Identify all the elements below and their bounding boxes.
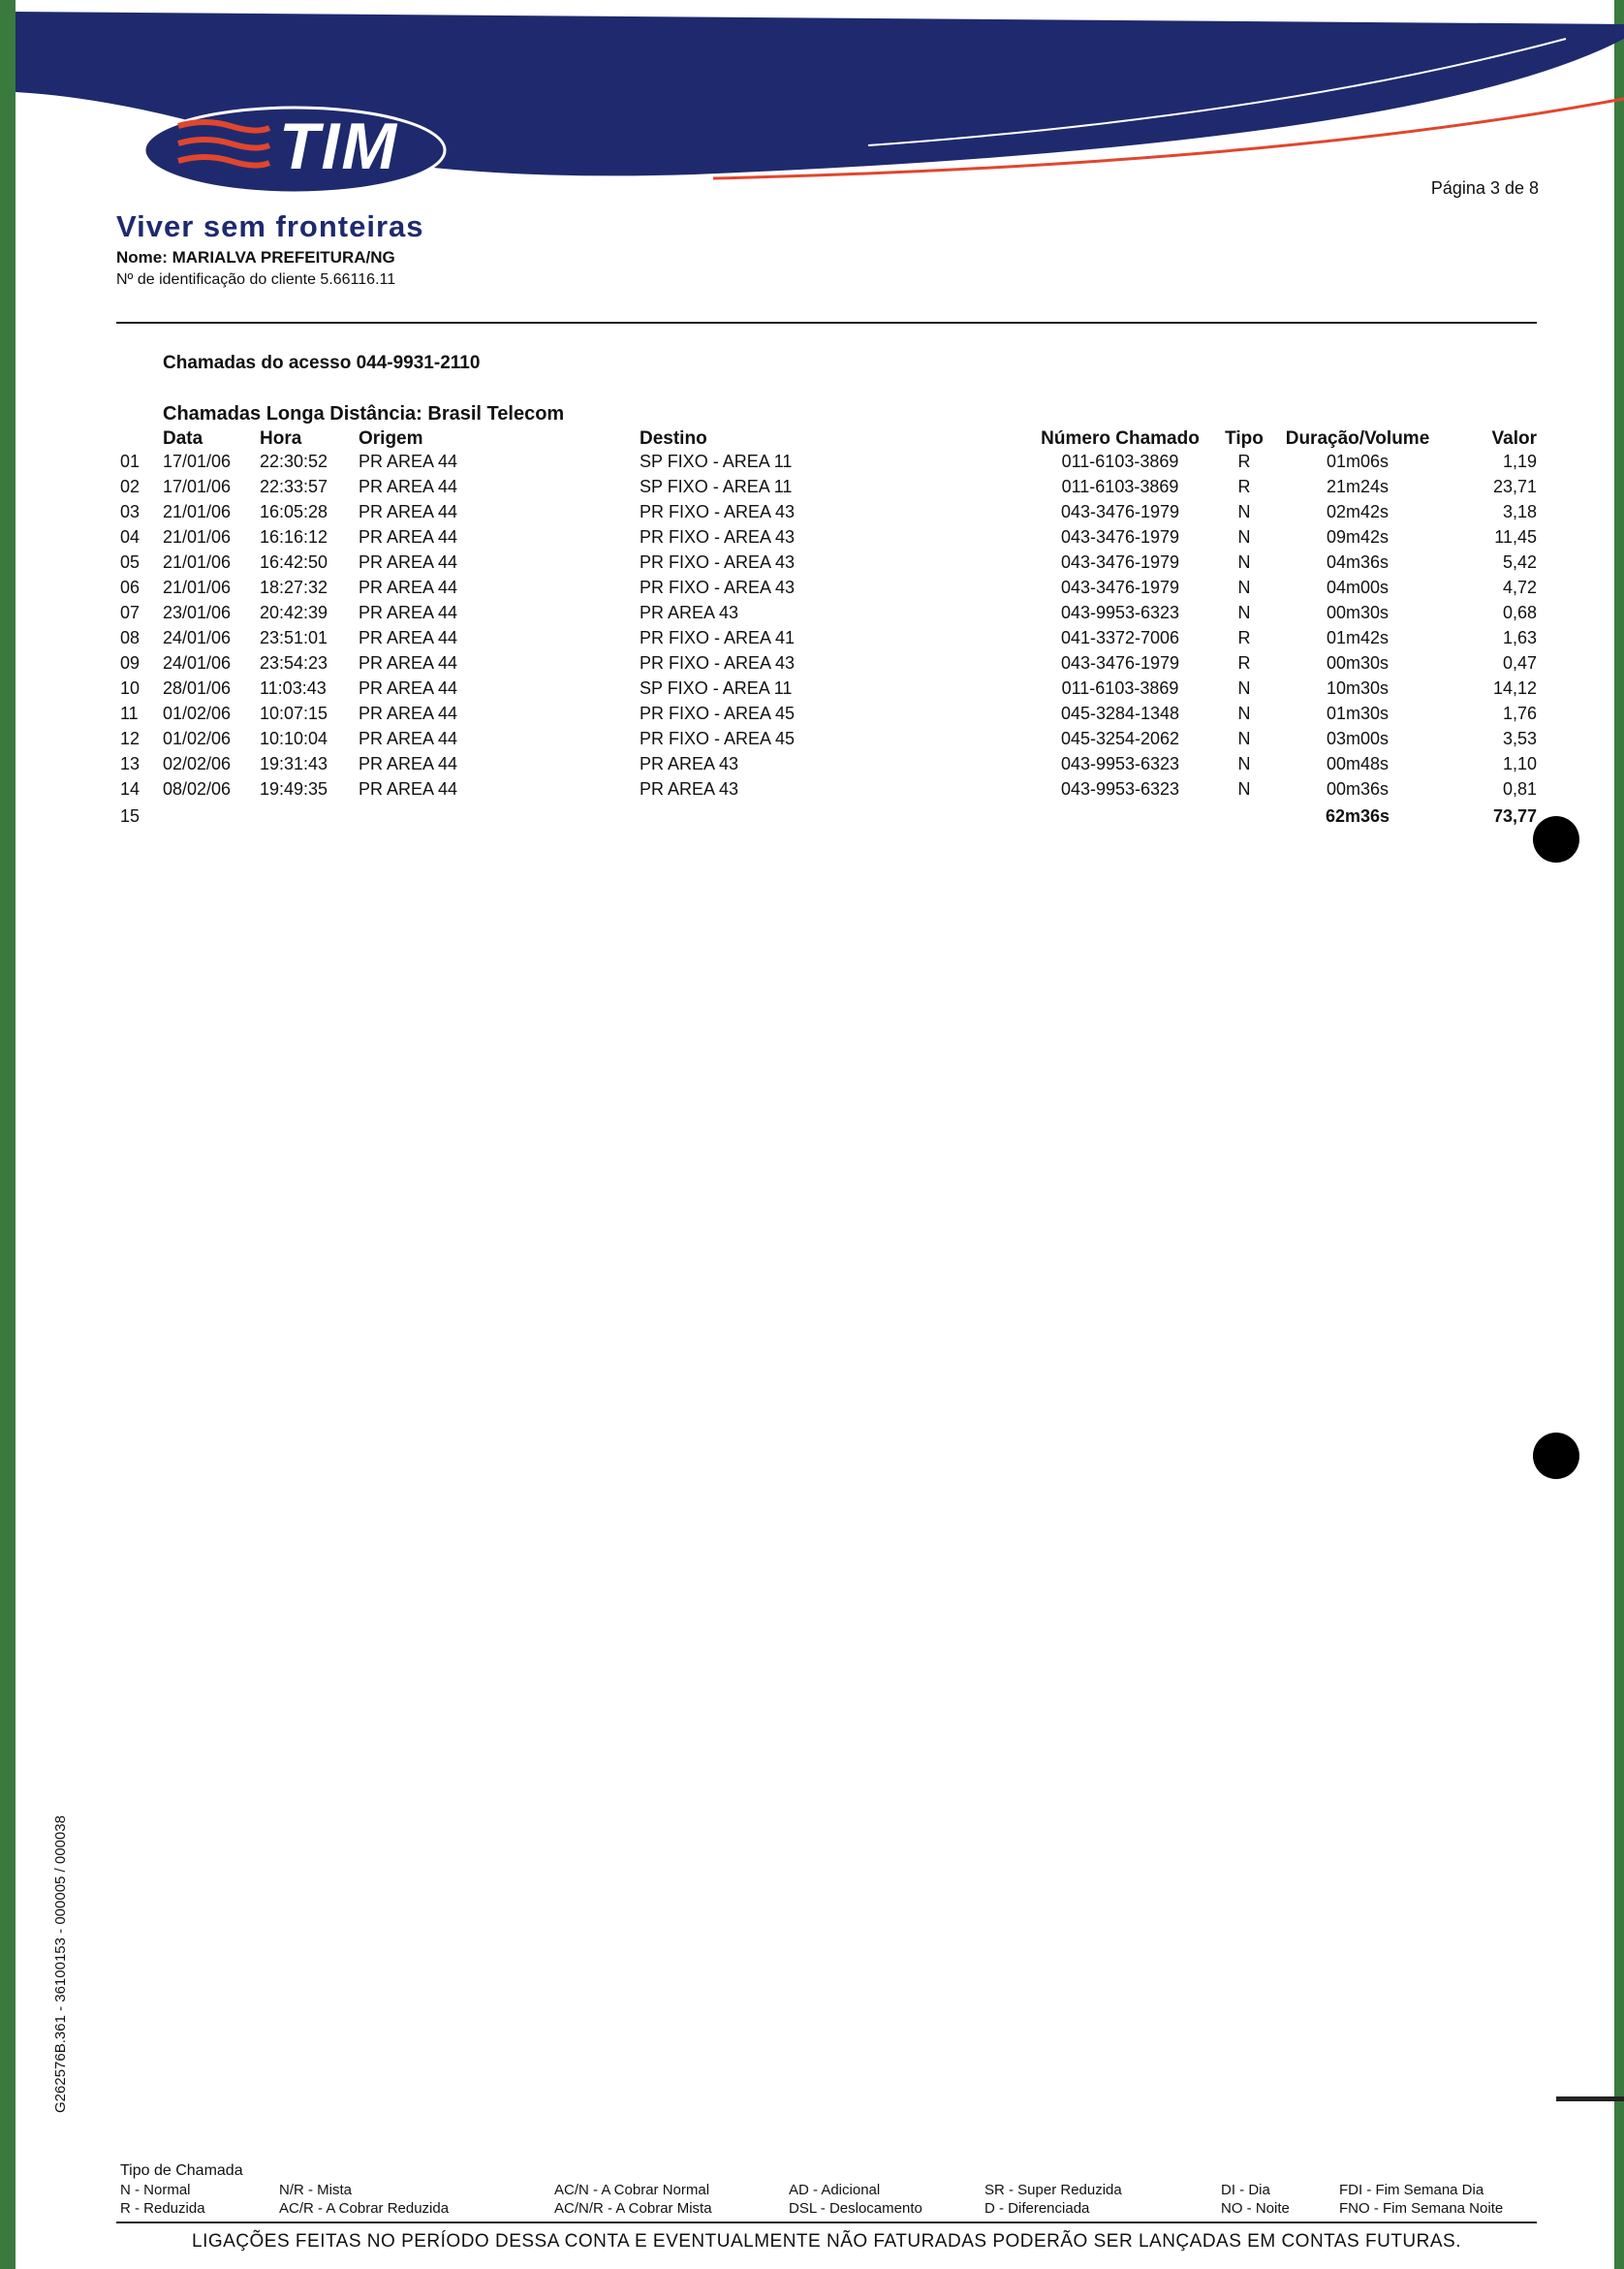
cell-value: 0,47 bbox=[1502, 653, 1537, 673]
row-number: 03 bbox=[120, 502, 141, 521]
row-number: 07 bbox=[120, 603, 141, 622]
cell-number: 043-3476-1979 bbox=[1060, 527, 1180, 547]
cell-type: N bbox=[1237, 527, 1251, 547]
cell-destination: PR AREA 43 bbox=[640, 754, 739, 773]
page-number: Página 3 de 8 bbox=[1430, 178, 1539, 198]
cell-origin: PR AREA 44 bbox=[359, 628, 458, 647]
header-hora: Hora bbox=[260, 428, 302, 449]
cell-time: 23:51:01 bbox=[260, 628, 328, 647]
footer-divider bbox=[116, 2222, 1537, 2223]
cell-number: 043-3476-1979 bbox=[1060, 552, 1180, 572]
cell-type: R bbox=[1237, 477, 1251, 496]
header-numero: Número Chamado bbox=[1041, 428, 1200, 449]
cell-destination: PR FIXO - AREA 43 bbox=[640, 578, 796, 597]
cell-destination: PR AREA 43 bbox=[640, 603, 739, 622]
legend-item: N - Normal bbox=[120, 2182, 191, 2198]
row-number: 10 bbox=[120, 678, 141, 698]
cell-value: 4,72 bbox=[1502, 578, 1537, 597]
cell-time: 23:54:23 bbox=[260, 653, 328, 673]
cell-destination: PR FIXO - AREA 43 bbox=[640, 552, 796, 572]
cell-time: 16:42:50 bbox=[260, 552, 328, 572]
cell-duration: 01m30s bbox=[1326, 704, 1390, 723]
total-row-number: 15 bbox=[120, 806, 141, 826]
cell-duration: 21m24s bbox=[1326, 477, 1390, 496]
row-number: 11 bbox=[120, 704, 139, 723]
cell-time: 11:03:43 bbox=[260, 678, 327, 698]
header-divider bbox=[116, 322, 1537, 324]
cell-destination: SP FIXO - AREA 11 bbox=[640, 477, 793, 496]
punch-hole-top bbox=[1533, 816, 1579, 863]
cell-duration: 04m00s bbox=[1326, 578, 1390, 597]
cell-date: 21/01/06 bbox=[163, 578, 232, 597]
cell-number: 043-3476-1979 bbox=[1060, 653, 1180, 673]
punch-hole-middle bbox=[1533, 1433, 1579, 1479]
cell-date: 21/01/06 bbox=[163, 552, 232, 572]
legend-item: AC/N - A Cobrar Normal bbox=[554, 2182, 710, 2198]
cell-value: 0,68 bbox=[1502, 603, 1537, 622]
row-number: 01 bbox=[120, 452, 141, 471]
cell-value: 3,53 bbox=[1502, 729, 1537, 748]
cell-origin: PR AREA 44 bbox=[359, 452, 458, 471]
row-number: 13 bbox=[120, 754, 141, 773]
cell-date: 17/01/06 bbox=[163, 452, 232, 471]
cell-value: 0,81 bbox=[1502, 779, 1537, 799]
cell-date: 17/01/06 bbox=[163, 477, 232, 496]
legend-item: N/R - Mista bbox=[279, 2182, 352, 2198]
cell-duration: 00m30s bbox=[1326, 653, 1390, 673]
cell-type: N bbox=[1237, 779, 1251, 799]
document-side-code: G262576B.361 - 36100153 - 000005 / 000038 bbox=[52, 1815, 69, 2113]
legend-item: FDI - Fim Semana Dia bbox=[1339, 2182, 1484, 2198]
cell-value: 1,10 bbox=[1502, 754, 1537, 773]
cell-value: 23,71 bbox=[1492, 477, 1537, 496]
cell-value: 3,18 bbox=[1502, 502, 1537, 521]
header-valor: Valor bbox=[1491, 428, 1537, 449]
total-duration: 62m36s bbox=[1325, 806, 1390, 826]
cell-time: 10:10:04 bbox=[260, 729, 328, 748]
legend-item: R - Reduzida bbox=[120, 2200, 205, 2217]
slogan: Viver sem fronteiras bbox=[116, 209, 424, 243]
cell-destination: SP FIXO - AREA 11 bbox=[640, 678, 793, 698]
cell-type: N bbox=[1237, 552, 1251, 572]
cell-duration: 02m42s bbox=[1326, 502, 1390, 521]
cell-duration: 09m42s bbox=[1326, 527, 1390, 547]
cell-type: N bbox=[1237, 578, 1251, 597]
legend-item: AC/R - A Cobrar Reduzida bbox=[279, 2200, 450, 2217]
cell-number: 043-9953-6323 bbox=[1060, 603, 1180, 622]
customer-id: Nº de identificação do cliente 5.66116.11 bbox=[116, 271, 396, 288]
cell-origin: PR AREA 44 bbox=[359, 653, 458, 673]
cell-destination: PR FIXO - AREA 41 bbox=[640, 628, 796, 647]
header-origem: Origem bbox=[359, 428, 423, 449]
margin-mark bbox=[1556, 2096, 1624, 2101]
cell-number: 043-9953-6323 bbox=[1060, 779, 1180, 799]
cell-origin: PR AREA 44 bbox=[359, 754, 458, 773]
cell-origin: PR AREA 44 bbox=[359, 729, 458, 748]
cell-type: N bbox=[1237, 502, 1251, 521]
cell-type: N bbox=[1237, 754, 1251, 773]
cell-time: 20:42:39 bbox=[260, 603, 328, 622]
cell-destination: PR FIXO - AREA 43 bbox=[640, 653, 796, 673]
cell-date: 23/01/06 bbox=[163, 603, 232, 622]
cell-time: 22:30:52 bbox=[260, 452, 328, 471]
legend-item: NO - Noite bbox=[1221, 2200, 1290, 2217]
header-destino: Destino bbox=[640, 428, 707, 449]
cell-duration: 04m36s bbox=[1326, 552, 1390, 572]
row-number: 09 bbox=[120, 653, 141, 673]
cell-date: 01/02/06 bbox=[163, 729, 232, 748]
legend-item: FNO - Fim Semana Noite bbox=[1339, 2200, 1504, 2217]
legend-item: AD - Adicional bbox=[789, 2182, 881, 2198]
row-number: 14 bbox=[120, 779, 141, 799]
cell-duration: 00m36s bbox=[1326, 779, 1390, 799]
cell-type: N bbox=[1237, 704, 1251, 723]
cell-type: N bbox=[1237, 603, 1251, 622]
row-number: 08 bbox=[120, 628, 141, 647]
header-tipo: Tipo bbox=[1225, 428, 1264, 449]
cell-duration: 10m30s bbox=[1326, 678, 1390, 698]
cell-value: 1,63 bbox=[1502, 628, 1537, 647]
row-number: 06 bbox=[120, 578, 141, 597]
cell-value: 1,76 bbox=[1502, 704, 1537, 723]
cell-number: 011-6103-3869 bbox=[1061, 477, 1179, 496]
legend-title: Tipo de Chamada bbox=[120, 2162, 243, 2179]
legend-item: D - Diferenciada bbox=[984, 2200, 1090, 2217]
cell-origin: PR AREA 44 bbox=[359, 578, 458, 597]
cell-duration: 01m42s bbox=[1326, 628, 1390, 647]
cell-number: 043-3476-1979 bbox=[1060, 578, 1180, 597]
cell-origin: PR AREA 44 bbox=[359, 704, 458, 723]
cell-number: 011-6103-3869 bbox=[1061, 678, 1179, 698]
cell-destination: SP FIXO - AREA 11 bbox=[640, 452, 793, 471]
table-title: Chamadas Longa Distância: Brasil Telecom bbox=[163, 403, 565, 425]
cell-destination: PR FIXO - AREA 45 bbox=[640, 729, 796, 748]
legend-item: DI - Dia bbox=[1221, 2182, 1270, 2198]
cell-number: 041-3372-7006 bbox=[1060, 628, 1180, 647]
cell-time: 10:07:15 bbox=[260, 704, 328, 723]
cell-date: 21/01/06 bbox=[163, 527, 232, 547]
cell-origin: PR AREA 44 bbox=[359, 603, 458, 622]
cell-origin: PR AREA 44 bbox=[359, 477, 458, 496]
row-number: 04 bbox=[120, 527, 141, 547]
row-number: 02 bbox=[120, 477, 141, 496]
cell-origin: PR AREA 44 bbox=[359, 779, 458, 799]
cell-date: 28/01/06 bbox=[163, 678, 232, 698]
cell-duration: 01m06s bbox=[1326, 452, 1390, 471]
cell-time: 18:27:32 bbox=[260, 578, 328, 597]
cell-date: 02/02/06 bbox=[163, 754, 232, 773]
legend-item: DSL - Deslocamento bbox=[789, 2200, 922, 2217]
cell-type: R bbox=[1237, 628, 1251, 647]
cell-value: 5,42 bbox=[1502, 552, 1537, 572]
cell-origin: PR AREA 44 bbox=[359, 552, 458, 572]
footer-notice: LIGAÇÕES FEITAS NO PERÍODO DESSA CONTA E EVENTUALMENTE NÃO FATURADAS PODERÃO SER LANÇADAS EM CONTAS FUTURAS. bbox=[192, 2231, 1461, 2252]
legend-item: AC/N/R - A Cobrar Mista bbox=[554, 2200, 712, 2217]
cell-number: 045-3254-2062 bbox=[1060, 729, 1180, 748]
cell-date: 01/02/06 bbox=[163, 704, 232, 723]
access-title: Chamadas do acesso 044-9931-2110 bbox=[163, 353, 481, 373]
cell-destination: PR FIXO - AREA 43 bbox=[640, 502, 796, 521]
header-banner bbox=[16, 0, 1624, 194]
cell-number: 045-3284-1348 bbox=[1060, 704, 1180, 723]
cell-destination: PR FIXO - AREA 45 bbox=[640, 704, 796, 723]
cell-time: 22:33:57 bbox=[260, 477, 328, 496]
row-number: 12 bbox=[120, 729, 141, 748]
cell-time: 16:05:28 bbox=[260, 502, 328, 521]
cell-duration: 00m30s bbox=[1326, 603, 1390, 622]
cell-type: N bbox=[1237, 678, 1251, 698]
row-number: 05 bbox=[120, 552, 141, 572]
cell-date: 21/01/06 bbox=[163, 502, 232, 521]
cell-duration: 00m48s bbox=[1326, 754, 1390, 773]
header-data: Data bbox=[163, 428, 203, 449]
cell-value: 1,19 bbox=[1502, 452, 1537, 471]
legend-item: SR - Super Reduzida bbox=[984, 2182, 1122, 2198]
cell-time: 16:16:12 bbox=[260, 527, 328, 547]
cell-value: 11,45 bbox=[1494, 527, 1537, 547]
logo-wordmark: TIM bbox=[279, 110, 399, 183]
cell-time: 19:49:35 bbox=[260, 779, 328, 799]
cell-number: 043-9953-6323 bbox=[1060, 754, 1180, 773]
cell-type: R bbox=[1237, 452, 1251, 471]
header-duracao: Duração/Volume bbox=[1285, 428, 1430, 449]
cell-destination: PR AREA 43 bbox=[640, 779, 739, 799]
cell-duration: 03m00s bbox=[1326, 729, 1390, 748]
cell-origin: PR AREA 44 bbox=[359, 527, 458, 547]
cell-value: 14,12 bbox=[1492, 678, 1537, 698]
cell-origin: PR AREA 44 bbox=[359, 678, 458, 698]
total-value: 73,77 bbox=[1492, 806, 1537, 826]
cell-number: 043-3476-1979 bbox=[1060, 502, 1180, 521]
cell-date: 08/02/06 bbox=[163, 779, 232, 799]
customer-name: Nome: MARIALVA PREFEITURA/NG bbox=[116, 248, 395, 267]
cell-time: 19:31:43 bbox=[260, 754, 328, 773]
cell-date: 24/01/06 bbox=[163, 653, 232, 673]
cell-number: 011-6103-3869 bbox=[1061, 452, 1179, 471]
cell-origin: PR AREA 44 bbox=[359, 502, 458, 521]
cell-type: R bbox=[1237, 653, 1251, 673]
cell-date: 24/01/06 bbox=[163, 628, 232, 647]
cell-destination: PR FIXO - AREA 43 bbox=[640, 527, 796, 547]
cell-type: N bbox=[1237, 729, 1251, 748]
